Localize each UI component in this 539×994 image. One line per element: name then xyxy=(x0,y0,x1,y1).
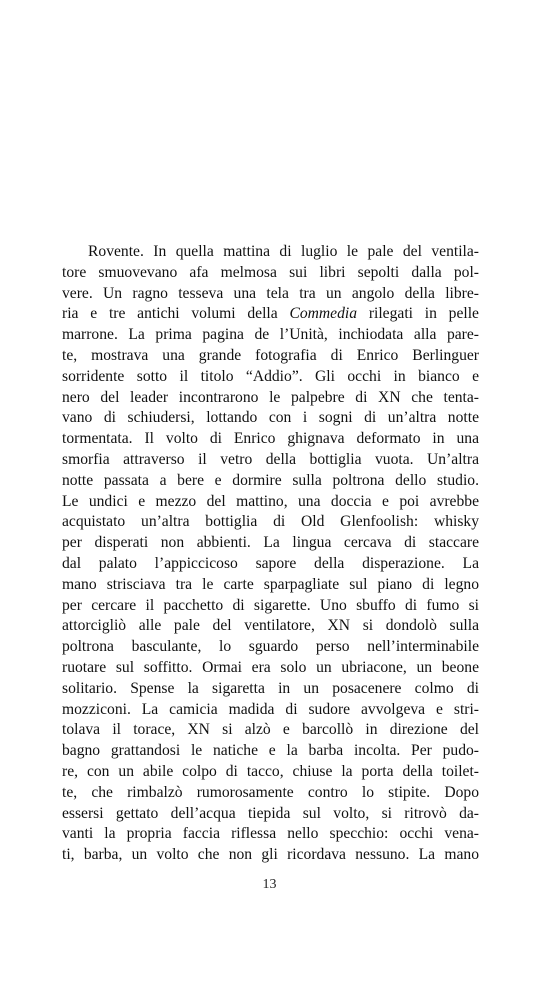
text-line: dal palato l’appiccicoso sapore della disperazione. La xyxy=(62,554,479,572)
text-line: ti, barba, un volto che non gli ricordava nessuno. La mano xyxy=(62,846,479,864)
italic-title: Commedia xyxy=(289,305,358,323)
text-line: essersi gettato dell’acqua tiepida sul volto, si ritrovò da- xyxy=(62,804,479,822)
text-line: te, mostrava una grande fotografia di Enrico Berlinguer xyxy=(62,346,479,364)
text-line: per cercare il pacchetto di sigarette. Uno sbuffo di fumo si xyxy=(62,596,479,614)
text-line: mano strisciava tra le carte sparpagliate sul piano di legno xyxy=(62,575,479,593)
body-text xyxy=(62,242,479,866)
text-line: tormentata. Il volto di Enrico ghignava deformato in una xyxy=(62,430,479,448)
text-line: vano di schiudersi, lottando con i sogni di un’altra notte xyxy=(62,409,479,427)
text-line: tore smuovevano afa melmosa sui libri sepolti dalla pol- xyxy=(62,263,479,281)
text-line: Le undici e mezzo del mattino, una doccia e poi avrebbe xyxy=(62,492,479,510)
page-number: 13 xyxy=(262,877,277,892)
text-line: notte passata a bere e dormire sulla poltrona dello studio. xyxy=(62,471,479,489)
text-line: acquistato un’altra bottiglia di Old Glenfoolish: whisky xyxy=(62,513,479,531)
text-line: attorcigliò alle pale del ventilatore, XN si dondolò sulla xyxy=(62,617,479,635)
text-line: smorfia attraverso il vetro della bottiglia vuota. Un’altra xyxy=(62,450,479,468)
text-line: te, che rimbalzò rumorosamente contro lo stipite. Dopo xyxy=(62,783,479,801)
text-line: nero del leader incontrarono le palpebre di XN che tenta- xyxy=(62,388,479,406)
text-line: ria e tre antichi volumi della Commedia rilegati in pelle xyxy=(62,305,479,323)
text-line: vere. Un ragno tesseva una tela tra un angolo della libre- xyxy=(62,284,479,302)
text-line: sorridente sotto il titolo “Addio”. Gli occhi in bianco e xyxy=(62,367,479,385)
text-line: per disperati non abbienti. La lingua cercava di staccare xyxy=(62,534,479,552)
text-line: vanti la propria faccia riflessa nello specchio: occhi vena- xyxy=(62,825,479,843)
text-line: bagno grattandosi le natiche e la barba incolta. Per pudo- xyxy=(62,742,479,760)
text-line: mozziconi. La camicia madida di sudore avvolgeva e stri- xyxy=(62,700,479,718)
text-line: poltrona basculante, lo sguardo perso nell’interminabile xyxy=(62,638,479,656)
text-line: marrone. La prima pagina de l’Unità, inchiodata alla pare- xyxy=(62,326,479,344)
text-line: Rovente. In quella mattina di luglio le pale del ventila- xyxy=(88,243,479,260)
text-line: ruotare sul soffitto. Ormai era solo un ubriacone, un beone xyxy=(62,658,479,676)
text-line: solitario. Spense la sigaretta in un posacenere colmo di xyxy=(62,679,479,697)
text-line: re, con un abile colpo di tacco, chiuse la porta della toilet- xyxy=(62,762,479,780)
text-line: tolava il torace, XN si alzò e barcollò in direzione del xyxy=(62,721,479,739)
